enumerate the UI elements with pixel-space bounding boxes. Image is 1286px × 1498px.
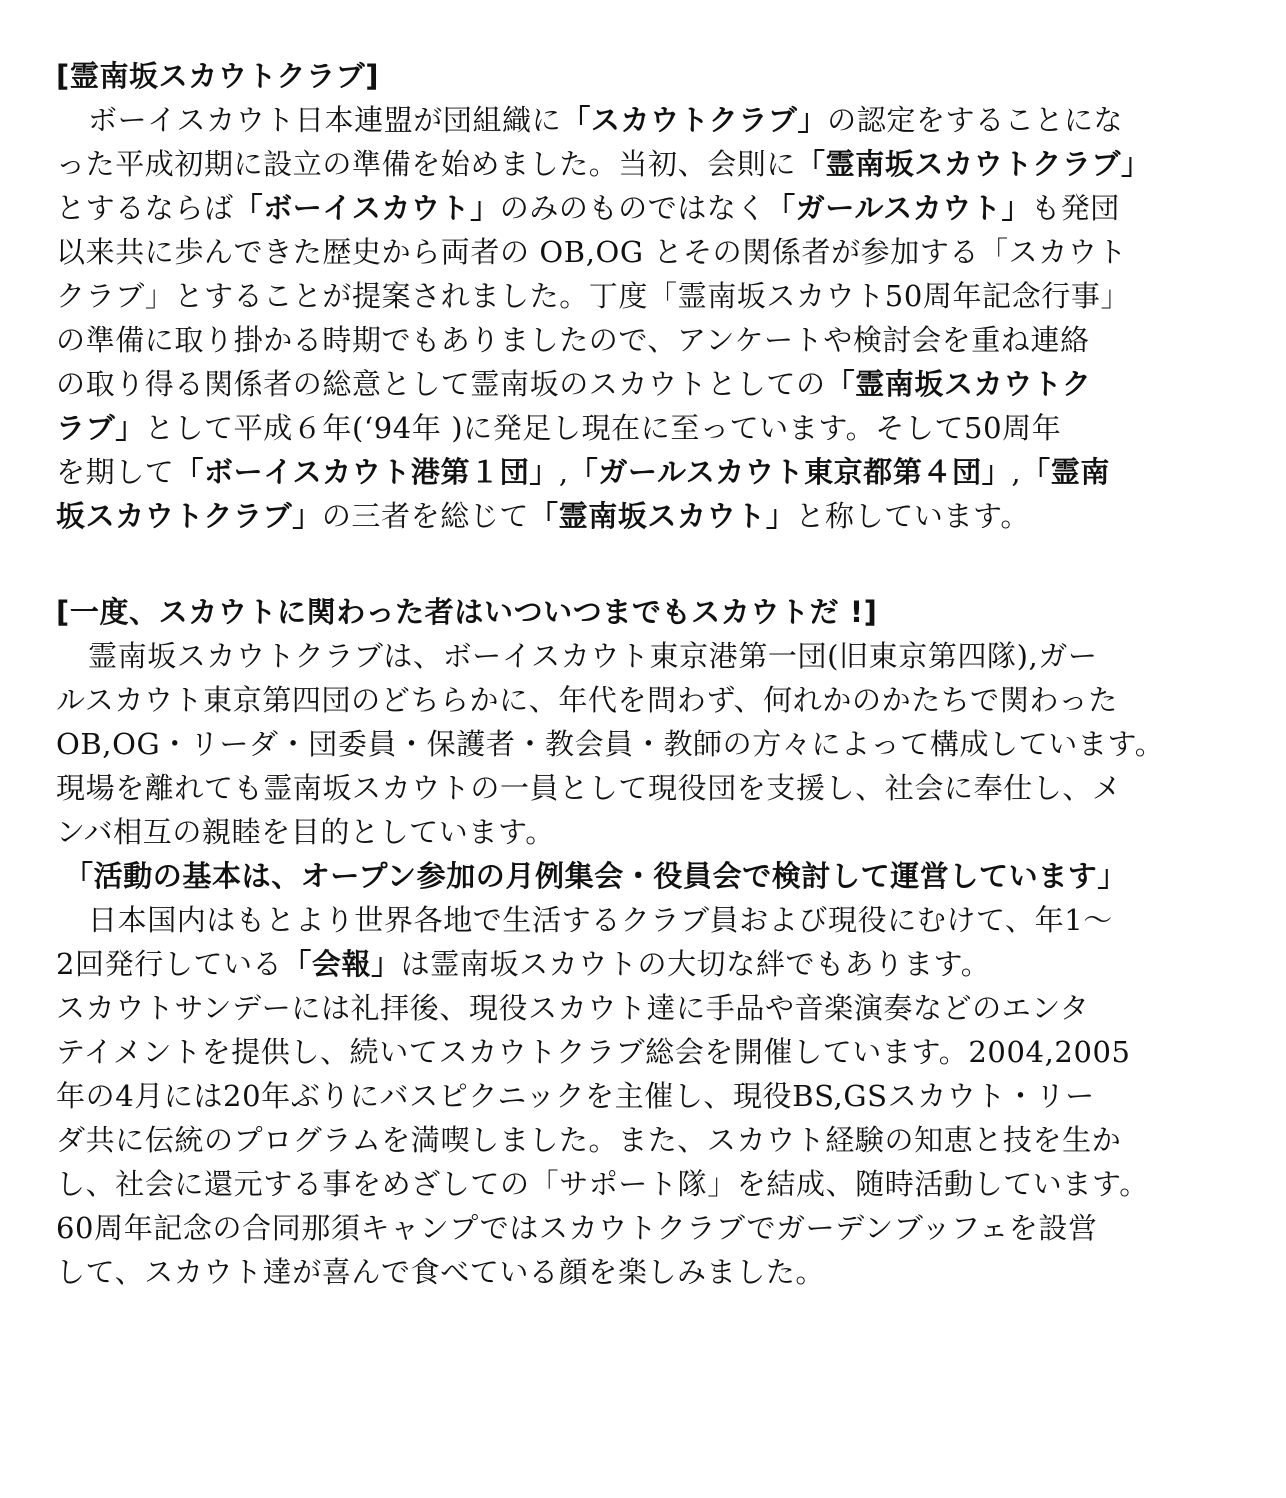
text-line xyxy=(56,230,1236,274)
section3-heading: 「活動の基本は、オープン参加の月例集会・役員会で検討して運営しています」 xyxy=(64,859,1127,893)
text-run: の準備に取り掛かる時期でもありましたので、アンケートや検討会を重ね連絡 xyxy=(56,323,1090,357)
text-line xyxy=(56,1074,1236,1118)
text-line xyxy=(56,98,1236,142)
text-line xyxy=(56,494,1236,538)
text-line xyxy=(56,362,1236,406)
text-line xyxy=(56,986,1236,1030)
text-line xyxy=(56,766,1236,810)
bold-text-run: 「霊南坂スカウトクラブ」 xyxy=(796,147,1151,181)
bold-text-run: 「霊南坂スカウト」 xyxy=(529,499,796,533)
text-line xyxy=(56,898,1236,942)
section3-body xyxy=(56,898,1236,1294)
text-line xyxy=(56,1030,1236,1074)
document-page xyxy=(56,54,1236,1294)
text-run: , xyxy=(558,455,569,489)
text-run: 60周年記念の合同那須キャンプではスカウトクラブでガーデンブッフェを設営 xyxy=(56,1211,1098,1245)
text-run: と称しています。 xyxy=(795,499,1030,533)
text-run: 霊南坂スカウトクラブは、ボーイスカウト東京港第一団(旧東京第四隊),ガー xyxy=(88,639,1098,673)
text-run: ンバ相互の親睦を目的としています。 xyxy=(56,815,555,849)
text-run: った平成初期に設立の準備を始めました。当初、会則に xyxy=(56,147,797,181)
text-run: し、社会に還元する事をめざしての「サポート隊」を結成、随時活動しています。 xyxy=(56,1167,1149,1201)
text-run: の認定をすることにな xyxy=(827,103,1124,137)
text-run: テイメントを提供し、続いてスカウトクラブ総会を開催しています。2004,2005 xyxy=(56,1035,1131,1069)
text-run: 2回発行している xyxy=(56,947,283,981)
text-line xyxy=(56,634,1236,678)
bold-text-run: 「会報」 xyxy=(282,947,401,981)
text-run: も発団 xyxy=(1031,191,1120,225)
section2-heading: [一度、スカウトに関わった者はいついつまでもスカウトだ !] xyxy=(56,595,878,629)
bold-text-run: 「スカウトクラブ」 xyxy=(561,103,828,137)
text-run: 日本国内はもとより世界各地で生活するクラブ員および現役にむけて、年1〜 xyxy=(88,903,1113,937)
text-line xyxy=(56,186,1236,230)
text-run: のみのものではなく xyxy=(499,191,767,225)
section1-heading: [霊南坂スカウトクラブ] xyxy=(56,59,380,93)
bold-text-run: 「ボーイスカウト」 xyxy=(233,191,500,225)
text-line xyxy=(56,1118,1236,1162)
text-run: の取り得る関係者の総意として霊南坂のスカウトとしての xyxy=(56,367,826,401)
text-run: クラブ」とすることが提案されました。丁度「霊南坂スカウト50周年記念行事」 xyxy=(56,279,1131,313)
section2-body xyxy=(56,634,1236,854)
text-line xyxy=(56,406,1236,450)
text-run: OB,OG・リーダ・団委員・保護者・教会員・教師の方々によって構成しています。 xyxy=(56,727,1165,761)
text-run: として平成６年(‘94年 )に発足し現在に至っています。そして50周年 xyxy=(144,411,1062,445)
text-run: 現場を離れても霊南坂スカウトの一員として現役団を支援し、社会に奉仕し、メ xyxy=(56,771,1122,805)
text-run: ルスカウト東京第四団のどちらかに、年代を問わず、何れかのかたちで関わった xyxy=(56,683,1118,717)
text-run: を期して xyxy=(56,455,175,489)
text-run: して、スカウト達が喜んで食べている顔を楽しみました。 xyxy=(56,1255,826,1289)
text-run: とするならば xyxy=(56,191,234,225)
text-line xyxy=(56,678,1236,722)
text-run: 年の4月には20年ぶりにバスピクニックを主催し、現役BS,GSスカウト・リー xyxy=(56,1079,1095,1113)
text-run: 以来共に歩んできた歴史から両者の OB,OG とその関係者が参加する「スカウト xyxy=(56,235,1128,269)
section1-body xyxy=(56,98,1236,538)
text-line xyxy=(56,942,1236,986)
section-gap xyxy=(56,538,1236,590)
text-run: の三者を総じて xyxy=(321,499,530,533)
bold-text-run: 「ガールスカウト」 xyxy=(766,191,1032,225)
text-line xyxy=(56,450,1236,494)
text-line xyxy=(56,1206,1236,1250)
text-line xyxy=(56,1250,1236,1294)
bold-text-run: 「ガールスカウト東京都第４団」 xyxy=(568,455,1012,489)
text-run: は霊南坂スカウトの大切な絆でもあります。 xyxy=(400,947,991,981)
text-run: ダ共に伝統のプログラムを満喫しました。また、スカウト経験の知恵と技を生か xyxy=(56,1123,1122,1157)
text-run: スカウトサンデーには礼拝後、現役スカウト達に手品や音楽演奏などのエンタ xyxy=(56,991,1090,1025)
text-line xyxy=(56,274,1236,318)
bold-text-run: ラブ」 xyxy=(56,411,145,445)
text-line xyxy=(56,318,1236,362)
text-line xyxy=(56,1162,1236,1206)
text-line xyxy=(56,142,1236,186)
bold-text-run: 「ボーイスカウト港第１団」 xyxy=(174,455,559,489)
text-run: , xyxy=(1011,455,1022,489)
text-line xyxy=(56,722,1236,766)
text-run: ボーイスカウト日本連盟が団組織に xyxy=(88,103,562,137)
bold-text-run: 坂スカウトクラブ」 xyxy=(56,499,322,533)
bold-text-run: 「霊南坂スカウトク xyxy=(825,367,1092,401)
text-line xyxy=(56,810,1236,854)
bold-text-run: 「霊南 xyxy=(1021,455,1110,489)
